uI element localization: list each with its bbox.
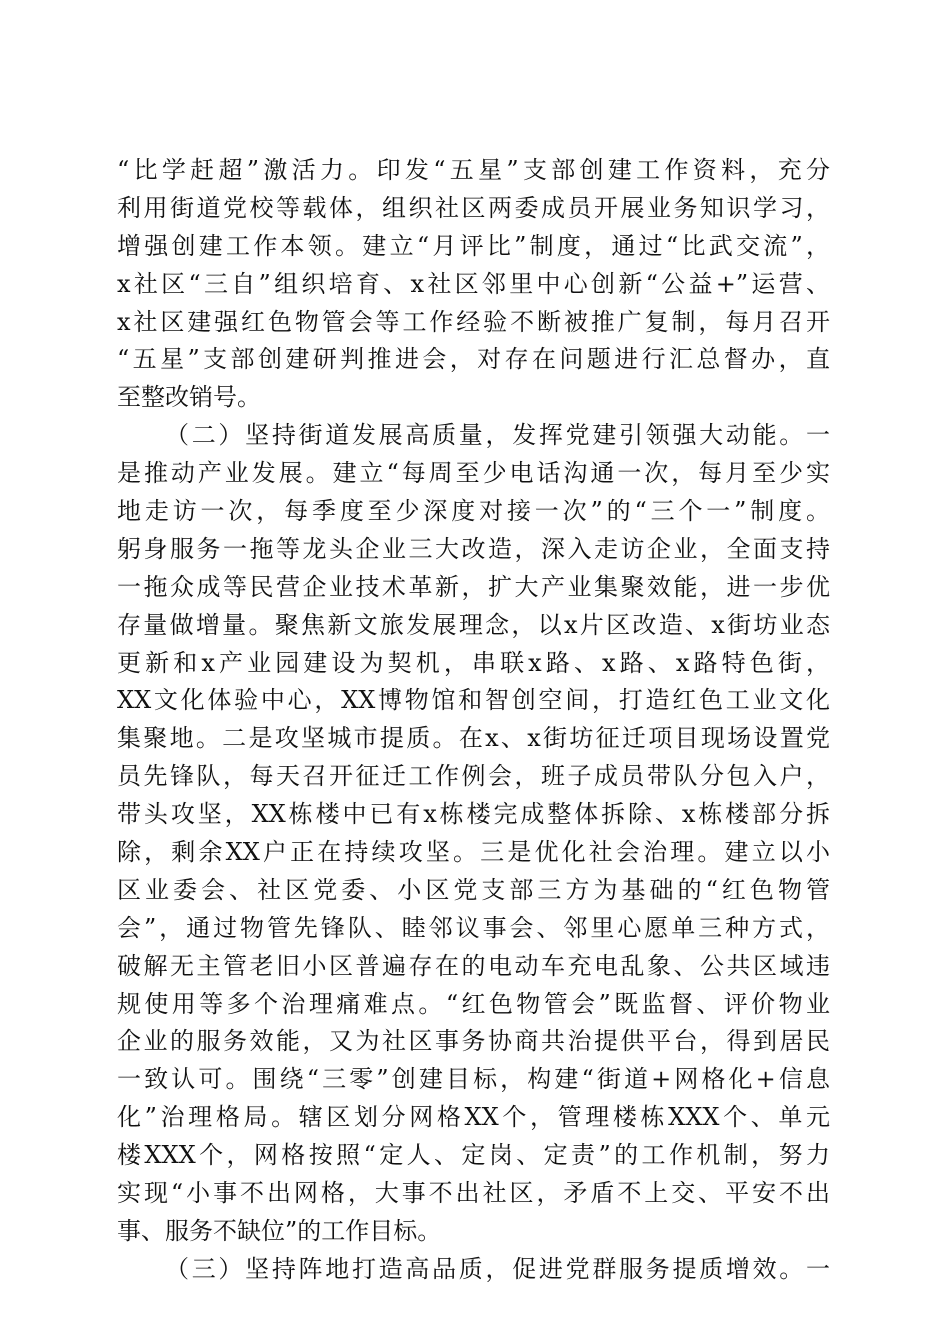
text-line: 规使用等多个治理痛难点。“红色物管会”既监督、评价物业 [117, 989, 830, 1018]
text-line: 破解无主管老旧小区普遍存在的电动车充电乱象、公共区域违 [117, 951, 830, 980]
text-line: 化”治理格局。辖区划分网格XX个，管理楼栋XXX个、单元 [117, 1103, 830, 1132]
paragraph-heading-line: （三）坚持阵地打造高品质，促进党群服务提质增效。一 [165, 1254, 830, 1283]
text-line: 至整改销号。 [117, 383, 261, 412]
text-line: 集聚地。二是攻坚城市提质。在x、x街坊征迁项目现场设置党 [117, 724, 830, 753]
text-line: 一致认可。围绕“三零”创建目标，构建“街道+网格化+信息 [117, 1065, 830, 1094]
text-line: 区业委会、社区党委、小区党支部三方为基础的“红色物管 [117, 875, 830, 904]
text-line: XX文化体验中心，XX博物馆和智创空间，打造红色工业文化 [117, 686, 830, 715]
text-line: “比学赶超”激活力。印发“五星”支部创建工作资料，充分 [117, 156, 830, 184]
text-line: 更新和x产业园建设为契机，串联x路、x路、x路特色街， [117, 648, 830, 677]
document-body [117, 152, 830, 1289]
text-line: x社区建强红色物管会等工作经验不断被推广复制，每月召开 [117, 307, 830, 336]
text-line: 一拖众成等民营企业技术革新，扩大产业集聚效能，进一步优 [117, 572, 830, 601]
text-line: 存量做增量。聚焦新文旅发展理念，以x片区改造、x街坊业态 [117, 610, 830, 639]
text-line: 楼XXX个，网格按照“定人、定岗、定责”的工作机制，努力 [117, 1141, 830, 1170]
text-line: 事、服务不缺位”的工作目标。 [117, 1216, 442, 1245]
text-line: 利用街道党校等载体，组织社区两委成员开展业务知识学习， [117, 193, 830, 222]
text-line: 会”，通过物管先锋队、睦邻议事会、邻里心愿单三种方式， [117, 913, 830, 942]
text-line: 带头攻坚，XX栋楼中已有x栋楼完成整体拆除、x栋楼部分拆 [117, 800, 830, 829]
text-line: 躬身服务一拖等龙头企业三大改造，深入走访企业，全面支持 [117, 534, 830, 563]
text-line: 地走访一次，每季度至少深度对接一次”的“三个一”制度。 [117, 497, 830, 526]
text-line: 员先锋队，每天召开征迁工作例会，班子成员带队分包入户， [117, 762, 830, 791]
text-line: 除，剩余XX户正在持续攻坚。三是优化社会治理。建立以小 [117, 838, 830, 867]
text-line: 实现“小事不出网格，大事不出社区，矛盾不上交、平安不出 [117, 1179, 830, 1208]
text-line: “五星”支部创建研判推进会，对存在问题进行汇总督办，直 [117, 345, 830, 374]
text-line: 企业的服务效能，又为社区事务协商共治提供平台，得到居民 [117, 1027, 830, 1056]
text-line: 增强创建工作本领。建立“月评比”制度，通过“比武交流”， [117, 231, 830, 260]
text-line: 是推动产业发展。建立“每周至少电话沟通一次，每月至少实 [117, 459, 830, 488]
paragraph-heading-line: （二）坚持街道发展高质量，发挥党建引领强大动能。一 [165, 421, 830, 450]
text-line: x社区“三自”组织培育、x社区邻里中心创新“公益+”运营、 [117, 269, 830, 298]
